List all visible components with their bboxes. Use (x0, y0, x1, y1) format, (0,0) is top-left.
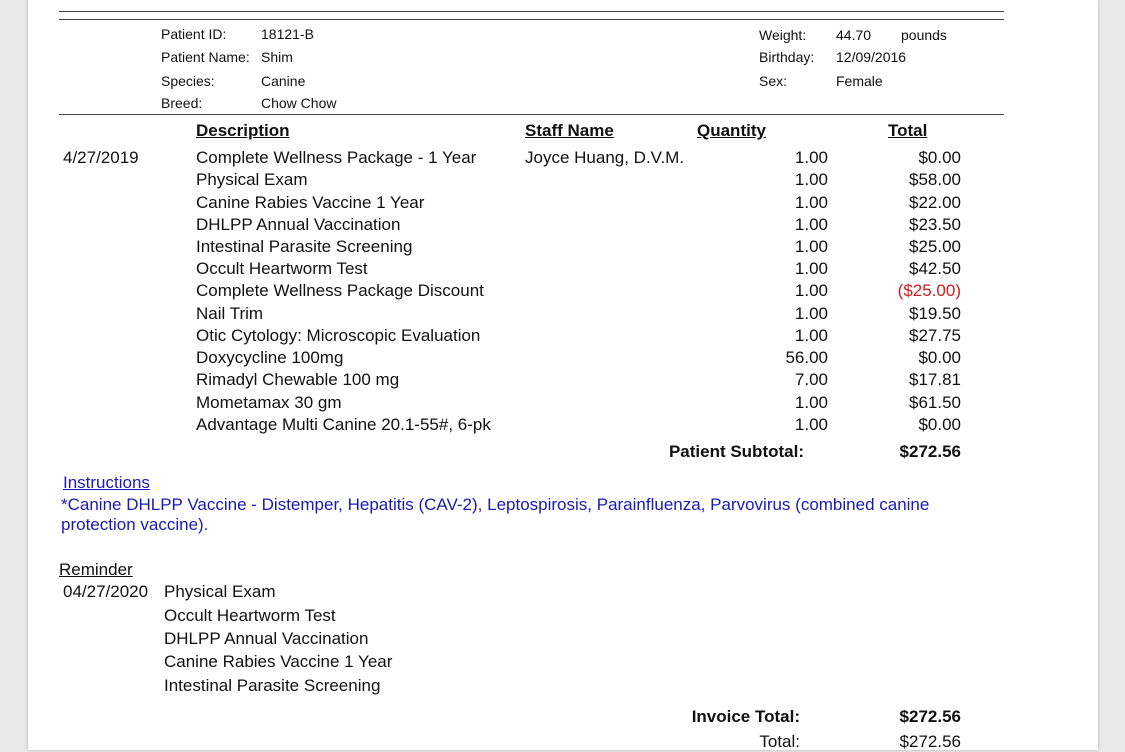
item-quantity: 1.00 (794, 170, 828, 189)
table-row (196, 237, 961, 257)
item-description: DHLPP Annual Vaccination (196, 215, 401, 234)
table-row (196, 215, 961, 235)
item-description: Otic Cytology: Microscopic Evaluation (196, 326, 481, 345)
patient-id-value: 18121-B (261, 26, 314, 42)
item-quantity: 1.00 (794, 393, 828, 412)
weight-unit: pounds (901, 27, 947, 43)
item-quantity: 1.00 (794, 215, 828, 234)
reminder-item: DHLPP Annual Vaccination (164, 629, 369, 648)
item-description: Doxycycline 100mg (196, 348, 344, 367)
col-header-quantity: Quantity (697, 121, 766, 140)
patient-id-label: Patient ID: (161, 26, 227, 42)
weight-label: Weight: (759, 27, 807, 43)
sex-label: Sex: (759, 73, 788, 89)
table-row (196, 370, 961, 390)
table-row (196, 326, 961, 346)
item-description: Mometamax 30 gm (196, 393, 342, 412)
table-row (196, 170, 961, 190)
invoice-date: 4/27/2019 (63, 148, 139, 167)
item-total: $0.00 (918, 415, 961, 434)
invoice-total-label: Invoice Total: (691, 707, 800, 726)
table-row (196, 415, 961, 435)
table-row (196, 259, 961, 279)
col-header-description: Description (196, 121, 290, 140)
instructions-line-2: protection vaccine). (61, 515, 209, 534)
item-total: $42.50 (909, 259, 961, 278)
patient-name-label: Patient Name: (161, 49, 250, 65)
item-total: $27.75 (909, 326, 961, 345)
item-total: $19.50 (909, 304, 961, 323)
table-row (196, 281, 961, 301)
item-total: $0.00 (918, 148, 961, 167)
reminder-item: Intestinal Parasite Screening (164, 676, 381, 695)
item-quantity: 7.00 (794, 370, 828, 389)
item-description: Advantage Multi Canine 20.1-55#, 6-pk (196, 415, 491, 434)
item-total: $58.00 (909, 170, 961, 189)
col-header-staff: Staff Name (525, 121, 614, 140)
item-total: $22.00 (909, 193, 961, 212)
item-quantity: 1.00 (794, 259, 828, 278)
table-row (196, 148, 961, 168)
item-description: Canine Rabies Vaccine 1 Year (196, 193, 425, 212)
top-rule-inner (59, 19, 1004, 20)
total-label: Total: (759, 732, 800, 751)
sex-value: Female (836, 73, 883, 89)
table-row (196, 304, 961, 324)
item-total: $61.50 (909, 393, 961, 412)
item-quantity: 1.00 (794, 281, 828, 300)
item-description: Complete Wellness Package Discount (196, 281, 484, 300)
item-total: $17.81 (909, 370, 961, 389)
reminder-date: 04/27/2020 (63, 582, 149, 601)
item-quantity: 56.00 (785, 348, 828, 367)
item-description: Intestinal Parasite Screening (196, 237, 413, 256)
reminder-heading: Reminder (59, 560, 133, 579)
staff-name: Joyce Huang, D.V.M. (525, 148, 685, 167)
species-value: Canine (261, 73, 306, 89)
instructions-line-1: *Canine DHLPP Vaccine - Distemper, Hepatitis (CAV-2), Leptospirosis, Parainfluenza, Parvovirus (combined canine (61, 495, 930, 514)
patient-name-value: Shim (261, 49, 293, 65)
item-total-discount: ($25.00) (897, 281, 961, 300)
patient-subtotal-label: Patient Subtotal: (668, 442, 804, 461)
instructions-heading[interactable]: Instructions (63, 473, 150, 492)
total-value: $272.56 (899, 732, 961, 751)
header-rule (59, 114, 1004, 115)
table-row (196, 348, 961, 368)
item-total: $0.00 (918, 348, 961, 367)
item-description: Rimadyl Chewable 100 mg (196, 370, 400, 389)
table-row (196, 393, 961, 413)
item-total: $23.50 (909, 215, 961, 234)
breed-value: Chow Chow (261, 95, 337, 111)
reminder-item: Canine Rabies Vaccine 1 Year (164, 652, 393, 671)
invoice-page (28, 0, 1098, 750)
invoice-total-value: $272.56 (899, 707, 961, 726)
item-description: Occult Heartworm Test (196, 259, 368, 278)
table-row (196, 193, 961, 213)
item-description: Complete Wellness Package - 1 Year (196, 148, 477, 167)
item-quantity: 1.00 (794, 237, 828, 256)
top-rule (59, 11, 1004, 12)
item-quantity: 1.00 (794, 148, 828, 167)
reminder-item: Occult Heartworm Test (164, 606, 336, 625)
item-quantity: 1.00 (794, 326, 828, 345)
col-header-total: Total (888, 121, 928, 140)
reminder-item: Physical Exam (164, 582, 276, 601)
item-total: $25.00 (909, 237, 961, 256)
species-label: Species: (161, 73, 215, 89)
birthday-value: 12/09/2016 (836, 49, 907, 65)
item-description: Physical Exam (196, 170, 308, 189)
birthday-label: Birthday: (759, 49, 815, 65)
breed-label: Breed: (161, 95, 203, 111)
patient-subtotal-value: $272.56 (899, 442, 961, 461)
item-description: Nail Trim (196, 304, 264, 323)
item-quantity: 1.00 (794, 304, 828, 323)
item-quantity: 1.00 (794, 415, 828, 434)
item-quantity: 1.00 (794, 193, 828, 212)
weight-value: 44.70 (836, 27, 872, 43)
